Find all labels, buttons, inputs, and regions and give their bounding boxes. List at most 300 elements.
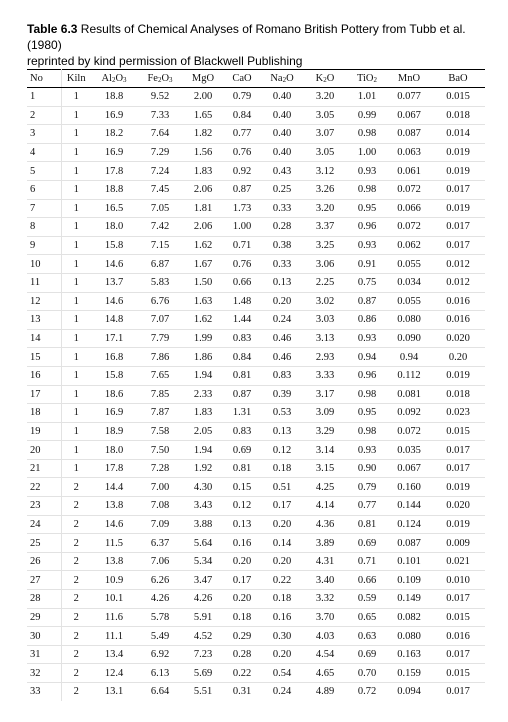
column-header	[347, 70, 387, 88]
table-cell: 0.019	[431, 143, 485, 162]
table-cell: 0.79	[223, 88, 261, 107]
column-header-text: O	[326, 73, 335, 84]
column-header-subscript: 2	[157, 76, 162, 84]
table-cell: 1.73	[223, 199, 261, 218]
table-cell: 2.93	[303, 348, 347, 367]
table-cell: 1.01	[347, 88, 387, 107]
column-header	[91, 70, 137, 88]
table-cell: 17.8	[91, 459, 137, 478]
table-cell: 3.25	[303, 236, 347, 255]
table-row	[27, 590, 485, 609]
table-body	[27, 88, 485, 701]
column-header-subscript: 3	[169, 76, 173, 84]
table-cell: 0.93	[347, 441, 387, 460]
table-cell: 1	[61, 199, 91, 218]
table-cell: 0.93	[347, 236, 387, 255]
table-cell: 2	[61, 627, 91, 646]
table-cell: 18.8	[91, 88, 137, 107]
table-cell: 1	[61, 404, 91, 423]
table-cell: 33	[27, 683, 61, 701]
table-cell: 16.9	[91, 404, 137, 423]
table-cell: 0.33	[261, 255, 303, 274]
table-cell: 0.77	[223, 125, 261, 144]
table-cell: 1	[61, 162, 91, 181]
table-row	[27, 348, 485, 367]
table-cell: 4.36	[303, 515, 347, 534]
table-cell: 3.37	[303, 218, 347, 237]
table-cell: 1.99	[183, 329, 223, 348]
table-cell: 1.94	[183, 441, 223, 460]
table-cell: 3.47	[183, 571, 223, 590]
table-cell: 0.98	[347, 422, 387, 441]
table-cell: 0.33	[261, 199, 303, 218]
table-cell: 0.12	[223, 497, 261, 516]
table-cell: 3.20	[303, 199, 347, 218]
table-cell: 0.20	[261, 552, 303, 571]
table-cell: 10	[27, 255, 61, 274]
table-cell: 7.05	[137, 199, 183, 218]
table-cell: 2.06	[183, 218, 223, 237]
table-cell: 2	[61, 534, 91, 553]
table-cell: 0.71	[347, 552, 387, 571]
table-cell: 0.080	[387, 311, 431, 330]
table-cell: 1	[61, 329, 91, 348]
table-cell: 3	[27, 125, 61, 144]
table-cell: 7.33	[137, 106, 183, 125]
table-cell: 7.00	[137, 478, 183, 497]
table-cell: 0.112	[387, 366, 431, 385]
table-cell: 2	[61, 645, 91, 664]
table-cell: 12	[27, 292, 61, 311]
table-cell: 3.88	[183, 515, 223, 534]
table-cell: 0.69	[347, 645, 387, 664]
table-row	[27, 218, 485, 237]
table-cell: 0.015	[431, 664, 485, 683]
table-cell: 18.8	[91, 180, 137, 199]
table-cell: 16	[27, 366, 61, 385]
table-cell: 4.31	[303, 552, 347, 571]
table-cell: 0.84	[223, 106, 261, 125]
table-cell: 4.14	[303, 497, 347, 516]
table-row	[27, 199, 485, 218]
table-cell: 0.76	[223, 255, 261, 274]
table-cell: 0.017	[446, 686, 470, 698]
table-cell: 7.08	[137, 497, 183, 516]
table-cell: 4.03	[303, 627, 347, 646]
table-cell: 18.2	[91, 125, 137, 144]
table-cell: 7.42	[137, 218, 183, 237]
table-cell: 0.014	[431, 125, 485, 144]
table-cell: 0.91	[347, 255, 387, 274]
table-cell: 0.77	[347, 497, 387, 516]
column-header-text: CaO	[232, 73, 252, 84]
column-header-text: MgO	[191, 73, 215, 84]
table-cell: 3.89	[303, 534, 347, 553]
table-cell: 2	[61, 497, 91, 516]
column-header-subscript: 2	[323, 76, 327, 84]
table-cell: 6.64	[150, 686, 170, 698]
column-header	[303, 70, 347, 88]
table-cell: 0.51	[261, 478, 303, 497]
table-cell: 17.8	[91, 162, 137, 181]
table-cell: 13.8	[91, 497, 137, 516]
table-cell: 0.20	[223, 590, 261, 609]
table-cell: 11	[27, 273, 61, 292]
table-cell: 2	[61, 478, 91, 497]
table-cell: 7.87	[137, 404, 183, 423]
table-cell: 10.9	[91, 571, 137, 590]
table-cell: 0.20	[261, 645, 303, 664]
table-row	[27, 88, 485, 107]
table-cell: 29	[27, 608, 61, 627]
table-row	[27, 627, 485, 646]
table-cell: 2	[61, 515, 91, 534]
table-cell: 0.28	[261, 218, 303, 237]
column-header	[223, 70, 261, 88]
table-cell: 0.24	[272, 686, 292, 698]
table-cell: 0.81	[223, 366, 261, 385]
table-cell: 1	[61, 385, 91, 404]
table-cell: 15.8	[91, 236, 137, 255]
table-cell: 1	[61, 236, 91, 255]
table-cell: 1.62	[183, 236, 223, 255]
table-cell: 4	[27, 143, 61, 162]
table-cell: 0.149	[387, 590, 431, 609]
table-cell: 5.69	[183, 664, 223, 683]
table-cell: 1	[61, 125, 91, 144]
table-cell: 7	[27, 199, 61, 218]
table-header-row	[27, 70, 485, 88]
table-cell: 0.30	[261, 627, 303, 646]
column-header-text: MnO	[397, 73, 421, 84]
table-cell: 4.54	[303, 645, 347, 664]
table-cell: 0.54	[261, 664, 303, 683]
table-cell: 18.9	[91, 422, 137, 441]
table-cell: 0.31	[232, 686, 252, 698]
table-cell: 6.87	[137, 255, 183, 274]
table-cell: 20	[27, 441, 61, 460]
table-cell: 23	[27, 497, 61, 516]
table-cell: 0.092	[387, 404, 431, 423]
table-cell: 0.015	[431, 608, 485, 627]
table-cell: 0.40	[261, 125, 303, 144]
table-row	[27, 534, 485, 553]
table-cell: 1	[61, 292, 91, 311]
table-cell: 0.20	[261, 515, 303, 534]
table-cell: 0.017	[431, 459, 485, 478]
table-cell: 1.83	[183, 162, 223, 181]
table-cell: 0.019	[431, 162, 485, 181]
table-cell: 1	[61, 180, 91, 199]
table-cell: 0.16	[223, 534, 261, 553]
table-cell: 17.1	[91, 329, 137, 348]
table-row	[27, 645, 485, 664]
column-header-subscript: 2	[282, 76, 287, 84]
table-cell: 0.072	[387, 422, 431, 441]
table-cell: 0.016	[431, 627, 485, 646]
table-cell: 14.6	[91, 515, 137, 534]
table-cell: 19	[27, 422, 61, 441]
table-cell: 1.44	[223, 311, 261, 330]
table-cell: 7.65	[137, 366, 183, 385]
table-cell: 14.6	[91, 292, 137, 311]
column-header-text: TiO	[356, 73, 374, 84]
table-cell: 6.76	[137, 292, 183, 311]
table-cell: 0.124	[387, 515, 431, 534]
column-header-text: Na	[270, 73, 283, 84]
table-cell: 0.93	[347, 329, 387, 348]
table-cell: 2.00	[183, 88, 223, 107]
table-cell: 11.5	[91, 534, 137, 553]
column-header	[61, 70, 91, 88]
table-cell: 21	[27, 459, 61, 478]
column-header-text: K	[315, 73, 324, 84]
table-row	[27, 180, 485, 199]
table-row	[27, 273, 485, 292]
table-cell: 0.009	[431, 534, 485, 553]
table-row	[27, 385, 485, 404]
table-cell: 0.023	[431, 404, 485, 423]
table-cell: 18.0	[91, 441, 137, 460]
table-cell: 0.18	[223, 608, 261, 627]
table-cell: 11.6	[91, 608, 137, 627]
table-cell: 1.48	[223, 292, 261, 311]
table-cell: 0.99	[347, 106, 387, 125]
table-cell: 4.26	[183, 590, 223, 609]
table-cell: 1.50	[183, 273, 223, 292]
table-row	[27, 236, 485, 255]
table-row	[27, 608, 485, 627]
table-cell: 0.13	[261, 422, 303, 441]
table-row	[27, 441, 485, 460]
table-cell: 14	[27, 329, 61, 348]
table-cell: 6.37	[137, 534, 183, 553]
table-row	[27, 162, 485, 181]
table-cell: 0.080	[387, 627, 431, 646]
table-row	[27, 683, 485, 701]
table-cell: 1.63	[183, 292, 223, 311]
table-cell: 0.86	[347, 311, 387, 330]
table-cell: 7.64	[137, 125, 183, 144]
table-cell: 0.95	[347, 199, 387, 218]
table-cell: 0.20	[223, 552, 261, 571]
table-cell: 7.23	[183, 645, 223, 664]
table-cell: 18	[27, 404, 61, 423]
table-caption	[27, 21, 487, 69]
table-cell: 12.4	[91, 664, 137, 683]
table-cell: 3.26	[303, 180, 347, 199]
table-cell: 0.055	[387, 255, 431, 274]
column-header	[431, 70, 485, 88]
table-cell: 1	[27, 88, 61, 107]
table-cell: 10.1	[91, 590, 137, 609]
table-cell: 0.163	[387, 645, 431, 664]
table-cell: 0.83	[223, 422, 261, 441]
column-header-subscript: 3	[123, 76, 127, 84]
table-cell: 0.65	[347, 608, 387, 627]
table-cell: 3.05	[303, 106, 347, 125]
table-row	[27, 664, 485, 683]
table-cell: 5.91	[183, 608, 223, 627]
table-cell: 31	[27, 645, 61, 664]
table-cell: 2.25	[303, 273, 347, 292]
table-cell: 2.06	[183, 180, 223, 199]
table-cell: 1.56	[183, 143, 223, 162]
table-cell: 1.00	[347, 143, 387, 162]
table-row	[27, 404, 485, 423]
table-row	[27, 515, 485, 534]
table-row	[27, 366, 485, 385]
table-cell: 1.31	[223, 404, 261, 423]
table-cell: 8	[27, 218, 61, 237]
table-cell: 16.9	[91, 143, 137, 162]
table-cell: 0.94	[347, 348, 387, 367]
table-cell: 2	[61, 552, 91, 571]
table-cell: 7.28	[137, 459, 183, 478]
table-row	[27, 571, 485, 590]
table-cell: 0.109	[387, 571, 431, 590]
table-cell: 1.62	[183, 311, 223, 330]
table-cell: 0.43	[261, 162, 303, 181]
table-cell: 16.8	[91, 348, 137, 367]
table-cell: 0.082	[387, 608, 431, 627]
table-cell: 18.6	[91, 385, 137, 404]
table-cell: 1	[61, 143, 91, 162]
table-caption-text-line1: Results of Chemical Analyses of Romano British Pottery from Tubb et al. (1980)	[27, 22, 466, 52]
column-header	[27, 70, 61, 88]
table-cell: 0.16	[261, 608, 303, 627]
table-cell: 5	[27, 162, 61, 181]
table-row	[27, 478, 485, 497]
table-cell: 0.13	[223, 515, 261, 534]
table-cell: 0.76	[223, 143, 261, 162]
table-cell: 4.25	[303, 478, 347, 497]
table-cell: 1.00	[223, 218, 261, 237]
table-cell: 0.034	[387, 273, 431, 292]
table-cell: 0.094	[397, 686, 421, 698]
column-header-text: O	[161, 73, 170, 84]
table-cell: 0.17	[261, 497, 303, 516]
table-cell: 0.019	[431, 199, 485, 218]
table-cell: 14.4	[91, 478, 137, 497]
table-row	[27, 292, 485, 311]
table-cell: 2.05	[183, 422, 223, 441]
table-cell: 3.09	[303, 404, 347, 423]
table-cell: 1	[61, 273, 91, 292]
table-cell: 0.81	[347, 515, 387, 534]
table-cell: 0.46	[261, 329, 303, 348]
table-cell: 1	[61, 88, 91, 107]
table-caption-label: Table 6.3	[27, 22, 78, 36]
table-cell: 26	[27, 552, 61, 571]
table-cell: 0.159	[387, 664, 431, 683]
table-cell: 7.24	[137, 162, 183, 181]
table-cell: 6.13	[137, 664, 183, 683]
table-cell: 16.5	[91, 199, 137, 218]
table-cell: 0.98	[347, 385, 387, 404]
table-cell: 6	[27, 180, 61, 199]
table-cell: 0.83	[261, 366, 303, 385]
table-cell: 0.94	[387, 348, 431, 367]
table-cell: 5.78	[137, 608, 183, 627]
column-header	[183, 70, 223, 88]
table-cell: 27	[27, 571, 61, 590]
table-cell: 4.65	[303, 664, 347, 683]
column-header-text: Al	[101, 73, 112, 84]
table-cell: 0.077	[387, 88, 431, 107]
table-row	[27, 552, 485, 571]
column-header-text: BaO	[448, 73, 468, 84]
table-cell: 2	[61, 590, 91, 609]
table-cell: 0.59	[347, 590, 387, 609]
table-cell: 9.52	[137, 88, 183, 107]
table-cell: 0.144	[387, 497, 431, 516]
table-cell: 0.13	[261, 273, 303, 292]
table-cell: 3.33	[303, 366, 347, 385]
table-cell: 0.017	[431, 180, 485, 199]
column-header-subscript: 2	[373, 76, 378, 84]
table-cell: 0.035	[387, 441, 431, 460]
table-cell: 11.1	[91, 627, 137, 646]
table-cell: 0.90	[347, 459, 387, 478]
table-cell: 7.79	[137, 329, 183, 348]
table-cell: 0.71	[223, 236, 261, 255]
table-cell: 1	[61, 441, 91, 460]
table-cell: 1.65	[183, 106, 223, 125]
table-cell: 0.22	[261, 571, 303, 590]
table-cell: 0.20	[261, 292, 303, 311]
table-cell: 0.81	[223, 459, 261, 478]
table-cell: 0.69	[347, 534, 387, 553]
table-cell: 2	[61, 664, 91, 683]
table-row	[27, 329, 485, 348]
table-row	[27, 497, 485, 516]
column-header	[137, 70, 183, 88]
table-cell: 0.46	[261, 348, 303, 367]
table-cell: 0.14	[261, 534, 303, 553]
table-cell: 13.4	[91, 645, 137, 664]
table-cell: 7.15	[137, 236, 183, 255]
table-cell: 0.25	[261, 180, 303, 199]
table-cell: 4.30	[183, 478, 223, 497]
table-cell: 1	[61, 348, 91, 367]
table-cell: 0.87	[223, 385, 261, 404]
table-cell: 4.89	[315, 686, 335, 698]
table-cell: 2	[61, 571, 91, 590]
table-cell: 3.02	[303, 292, 347, 311]
table-cell: 4.26	[137, 590, 183, 609]
column-header-subscript: 2	[111, 76, 116, 84]
table-row	[27, 143, 485, 162]
table-cell: 15	[27, 348, 61, 367]
table-cell: 0.53	[261, 404, 303, 423]
table-cell: 13.8	[91, 552, 137, 571]
table-cell: 1	[61, 218, 91, 237]
column-header-text: Fe	[147, 73, 158, 84]
table-cell: 3.06	[303, 255, 347, 274]
table-cell: 3.14	[303, 441, 347, 460]
table-cell: 0.063	[387, 143, 431, 162]
table-cell: 9	[27, 236, 61, 255]
table-cell: 0.72	[357, 686, 377, 698]
table-cell: 3.20	[303, 88, 347, 107]
table-cell: 5.51	[193, 686, 213, 698]
column-header-text: No	[30, 73, 43, 84]
table-cell: 0.016	[431, 311, 485, 330]
table-cell: 1.67	[183, 255, 223, 274]
chemical-analyses-table	[27, 69, 485, 701]
table-cell: 30	[27, 627, 61, 646]
